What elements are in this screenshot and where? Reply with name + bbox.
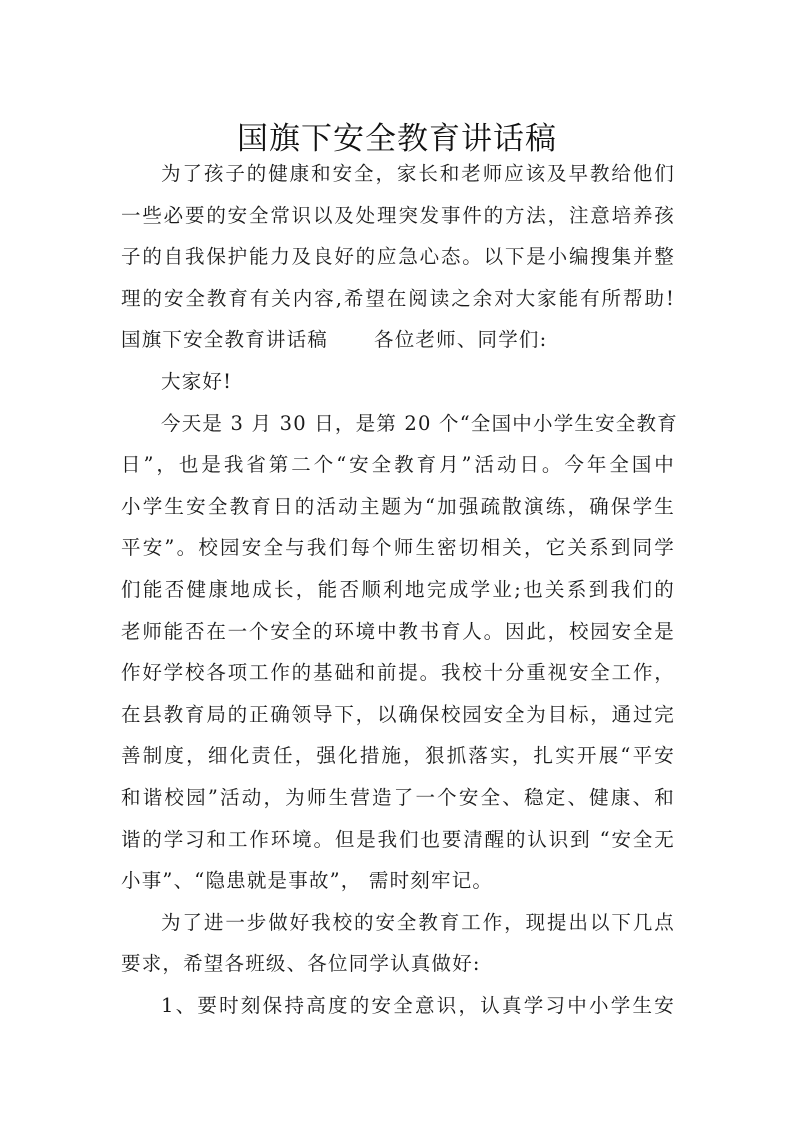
paragraph-line: 日”，也是我省第二个“安全教育月”活动日。今年全国中	[121, 453, 675, 477]
paragraph-line: 子的自我保护能力及良好的应急心态。以下是小编搜集并整	[121, 245, 675, 269]
greeting: 大家好!	[161, 369, 233, 393]
paragraph-line: 作好学校各项工作的基础和前提。我校十分重视安全工作，	[121, 661, 675, 685]
paragraph-line: 一些必要的安全常识以及处理突发事件的方法，注意培养孩	[121, 203, 675, 227]
paragraph-line: 今天是 3 月 30 日，是第 20 个“全国中小学生安全教育	[161, 411, 678, 435]
paragraph-line: 平安”。校园安全与我们每个师生密切相关，它关系到同学	[121, 536, 675, 560]
speech-heading-line	[121, 319, 675, 361]
paragraph-line: 小事”、“隐患就是事故”， 需时刻牢记。	[121, 869, 494, 893]
paragraph-line: 们能否健康地成长，能否顺利地完成学业;也关系到我们的	[121, 577, 675, 601]
paragraph-line: 小学生安全教育日的活动主题为“加强疏散演练，确保学生	[121, 494, 675, 518]
paragraph-line: 为了孩子的健康和安全，家长和老师应该及早教给他们	[161, 162, 675, 185]
list-item-line: 1、要时刻保持高度的安全意识，认真学习中小学生安	[161, 993, 675, 1017]
paragraph-line: 理的安全教育有关内容,希望在阅读之余对大家能有所帮助!	[121, 286, 675, 310]
paragraph-line: 在县教育局的正确领导下，以确保校园安全为目标，通过完	[121, 702, 675, 726]
document-title: 国旗下安全教育讲话稿	[237, 120, 557, 157]
paragraph-line: 为了进一步做好我校的安全教育工作，现提出以下几点	[161, 910, 675, 934]
paragraph-line: 谐的学习和工作环境。但是我们也要清醒的认识到 “安全无	[121, 827, 675, 851]
speech-title-inline: 国旗下安全教育讲话稿	[121, 328, 329, 352]
paragraph-line: 善制度，细化责任，强化措施，狠抓落实，扎实开展“平安	[121, 744, 675, 768]
paragraph-line: 老师能否在一个安全的环境中教书育人。因此，校园安全是	[121, 619, 675, 643]
paragraph-line: 和谐校园”活动，为师生营造了一个安全、稳定、健康、和	[121, 785, 675, 809]
document-body	[121, 153, 678, 1026]
salutation: 各位老师、同学们:	[374, 328, 548, 352]
paragraph-line: 要求，希望各班级、各位同学认真做好:	[121, 952, 481, 976]
